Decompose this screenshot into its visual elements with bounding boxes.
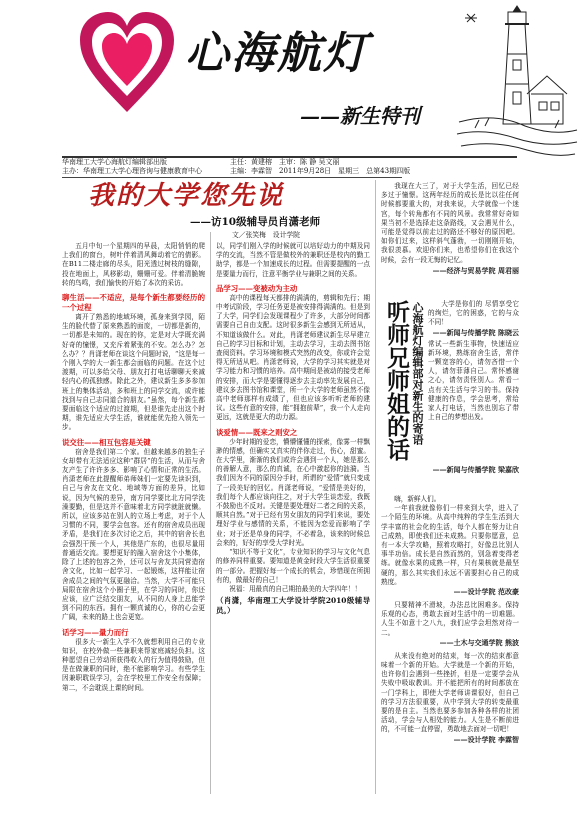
senior-message-4-lead: 嗨，新鲜人们。: [394, 495, 441, 503]
signature-2: ——新闻与传播学院 陈晓云: [432, 327, 519, 337]
signature-1: ——经济与贸易学院 周君丽: [432, 265, 519, 275]
feature-title: 我的大学您先说: [88, 181, 285, 211]
vertical-title-big: [384, 300, 410, 461]
section-body-parttime: 很多大一新生入学不久就想利用自己的专业知识，在校外做一些兼职来帮家庭减轻负担。这种愿望自己劳动所获得收入的行为值得鼓励，但是在做兼职的同时，绝不能影响学习。有些学生因兼职耽误学习，会在学校里工作安全有保障；第二，不会耽误上课的时间。: [62, 637, 205, 692]
right-column-side: [428, 300, 519, 475]
section-body-life: 离开了熟悉的地域环境，孤身来到学园，陌生的脸代替了原来熟悉的面庞，一切都是新的，一切都是未知的。现在的你，定是对大学既充满好奇的憧憬，又充斥着紧张的不安。怎么办？怎么办？？肖潇老师在谈这个问题时说，“这是每一个刚入学的大一新生都会面临的问题。在这个过渡期，可以多给父母、朋友打打电话聊聊天来减轻内心的孤独感。除此之外，建议新生多多参加班上的集体活动，多和班上的同学交流，或许能找到与自己志同道合的朋友。”虽然，每个新生都要面临这个适应的过渡期，但是谁先走出这个时期，谁先适应大学生活，谁就能优先抢入领先一步。: [62, 313, 205, 432]
issue-text: 主编：李霖智 2011年9月28日 星期三 总第43期四版: [230, 167, 411, 175]
info-line-1: [62, 158, 517, 167]
right-column-top: [381, 182, 519, 276]
senior-message-3-box: [428, 340, 519, 465]
right-column-bottom: [381, 495, 519, 795]
feature-subtitle: ——访10级辅导员肖潇老师: [190, 216, 321, 228]
senior-message-6: 从来没有绝对的结束，每一次的结束都意味着一个新的开始。大学就是一个新的开始，也许你们会遇到一些挫折，但是一定要学会从失败中吸取教训。并不能把所有的时间都放在一门学科上，即使大学老师讲课很好，但自己的学习方法很重要，从中学到大学的转变最重要的是自主。当然也要多参加各种各样的社团活动，学会与人相处的能力。人生是不断前进的，不可能一直停留，勇敢地去面对一切吧！: [381, 651, 519, 734]
vertical-title-text: 听师兄师姐的话: [383, 300, 410, 461]
signature-5: ——土木与交通学院 熊波: [439, 637, 519, 647]
info-line-2: [62, 167, 517, 176]
section-head-parttime: 话学习——量力而行: [62, 627, 129, 637]
feature-byline: 文／张笑梅 设计学院: [232, 231, 300, 239]
column-2: [216, 242, 370, 794]
section-body-culture: “知识不等于文化”，专业知识的学习与文化气息的修养同样重要。要知道是黄金时段大学生活很重要的一部分。把握好每一个成长的机会，珍惜现在所拥有的，做最好的自己！: [216, 548, 370, 584]
senior-message-2: 大学是你们的 尽情享受它的绚烂，它的困惑，它的与众不同！: [428, 300, 519, 327]
section-head-relations: 说交往——相互包容是关键: [62, 437, 151, 447]
lighthouse-illustration: [455, 4, 580, 164]
section-body-relations: 宿舍是我们第二个家。但越来越多的独生子女却带有无法适应这种“群居”的生活，从而与舍友产生了许许多多、影响了心情和正常的生活。肖潇老师在此提醒师弟师妹们一定要先读识到，自己与舍友在文化、地域等方面的差异，比如说，因为气候的差异，南方同学要比北方同学洗澡要勤，但是这并不意味着北方同学就脏就懒。所以，应该多站在别人的立场上考虑，对于个人习惯的不同，要学会包容。还有的宿舍成员出现矛盾，是我们在多次讨论之后，其中的宿舍长也会强烈干预一个人，其他是广东的，也很尽量用普通话交流。要想更好的融入宿舍这个小集体，除了上述的包容之外，还可以与舍友共同营造宿舍文化，比如一起学习、一起锻炼，这样能让宿舍成员之间的气氛更融洽。当然，大学不可能只局限在宿舍这个小圈子里，在学习的同时，你还应该，应广泛结交朋友，从不同的人身上总能学到不同的东西。拥有一颗真诚的心，你的心会更广阔，未来的路上也会更宽。: [62, 447, 205, 622]
signature-4: ——设计学院 范改豪: [453, 587, 519, 597]
senior-message-1: 我现在大三了，对于大学生活，回忆已经多过于憧憬。这两年经历的成长是比以往任何时候都要重大的，对我来说，大学就像一个迷宫，每个转角都有不同的风景。我常常好奇如果当初不是选择走这条路线，又会遇见什么，可能是觉得以前走过的路还不够好的原因吧。如你们过来，这样斜气蓬勃，一切刚刚开始，我很羡慕。欢迎你们来，也希望你们在我这个时候，会有一段无悔的记忆。: [381, 182, 519, 264]
column-2-lead: 以，同学们刚入学的时候就可以培好动力的中期及同学的交流，当然不管是做校外的兼职还是校内的勤工助学，都是一个加速成长的过程。但需要提醒的一点是要量力而行，注意平衡学业与兼职之间的关系。: [216, 242, 370, 278]
heart-logo: [78, 8, 176, 116]
senior-message-5: 只要精神不滑坡，办法总比困难多。保持乐观的心态，勇敢去面对生活中的一切难题。人生不如意十之八九，我们应学会坦然对待一二。: [381, 601, 519, 637]
section-body-love: 少年时期的爱恋，懵懵懂懂的探索，像雾一样飘渺的情感，但确实又真实的伴你走过，伤心，甜蜜。在大学里，渐渐的我们或许会遇到一个人，她是那么的善解人意，那么的真诚，在心中激起你的涟漪。当我们因为不同的原因分手时，所谓的“爱情”就只变成了一段美好的回忆。肖潇老师说，“爱情是美好的，我们每个人都应该向往之，对于大学生谈恋爱，我既不鼓励也不反对。关键是要处理好二者之间的关系，顺其自然。”对于已经有男女朋友的同学们来说，要处理好学业与感情的关系，不能因为恋爱而影响了学业；对于还是单身的同学，不必着急，该来的时候总会来的，好好的享受大学时光。: [216, 437, 370, 547]
closing-wish: 祝福：用最真的自己期拍最美的大学四年！！: [229, 584, 362, 593]
vertical-title-small: [410, 302, 424, 445]
intro-paragraph: 五月中旬一个星期四的早晨，太阳悄悄的爬上我们的窗台，树叶伴着清风舞动着它的倩影。在B11二楼走廊的尽头，阳光透过树枝的缝隙，投在地面上，风移影动，姗姗可爱。伴着清脆婉转的鸟鸣，我们愉快的开始了本次的采访。: [62, 242, 205, 287]
column-1: [62, 242, 205, 794]
section-body-study: 高中的课程每天都排的满满的，剪辑和先行；期中考试阶段，学习任务更是被安排得满满的。但是到了大学，同学们会发现课程少了许多，大部分时间都需要自己自由支配。这时很多新生会感到无所适从，不知道该做什么。对此，肖潇老师建议新生尽早建立自己的学习目标和计划，主动去学习，主动去图书馆查阅资料。学习环境和模式突然的改变，你或许会觉得无所适从吧。肖潇老师说，大学的学习其实就是对学习能力和习惯的培养。高中期间是被动的接受老师的安排，而大学是要懂得逐步去主动率先发展自己，建议多去图书馆和课堂，所一个大学的老师虽然不像高中老师那样有成绩了，但也应该多听听老师的建议。这些有意的安排，能“拥抱前辈”，我一个人走向更远，这就是更大的动力源。: [216, 293, 370, 422]
senior-message-3: 常试一些新生事物，快速适应新环境，熟练宿舍生活，常伴一颗宽容的心，请勿吝惜一个人，请勿菲薄自己。常怀感谢之心，请勿责怪别人。常看一点有关生活与学习的书。保持健康的作息，学会思考，常给家人打电话，当然也别忘了带上自己的梦想出发。: [428, 339, 519, 422]
senior-message-4: 一年前我就像你们一样来到大学，进入了一个陌生的环境。从高中纯粹的学生生活到大学丰富的社会化的生活，每个人都在努力让自己成熟，即使我们还未成熟。只要你愿意，总有一本大学攻略，照着攻略打，好像总比别人事半功倍。成长是自然而然的，别急着变得老练。就像水果的成熟一样，只有果核就是最坚硬的，那么其实我们永远不需要担心自己的成熟度。: [381, 504, 519, 586]
signature-3: ——新闻与传播学院 梁嘉欣: [432, 464, 519, 474]
sponsor-text: 主办：华南理工大学心理咨询与健康教育中心: [62, 167, 202, 175]
section-head-study: 品学习——变被动为主动: [216, 283, 298, 293]
masthead-title: 心海航灯: [185, 28, 369, 79]
publisher-text: 华南理工大学心海航灯编辑部出版: [62, 158, 167, 166]
signature-6: ——设计学院 李霖智: [453, 734, 519, 744]
vertical-subtitle-text: 心海航灯编辑部对新生的寄语: [411, 302, 424, 445]
masthead-subtitle: ——新生特刊: [300, 104, 420, 128]
section-head-love: 谈爱情——既来之则安之: [216, 427, 298, 437]
interviewee-credit: （肖潇，华南理工大学设计学院2010级辅导员。）: [216, 596, 370, 616]
staff-text: 主任：黄建榕 主审：陈 静 吴文丽: [230, 158, 340, 166]
section-head-life: 聊生活——不适应，是每个新生都要经历的一个过程: [62, 293, 205, 313]
